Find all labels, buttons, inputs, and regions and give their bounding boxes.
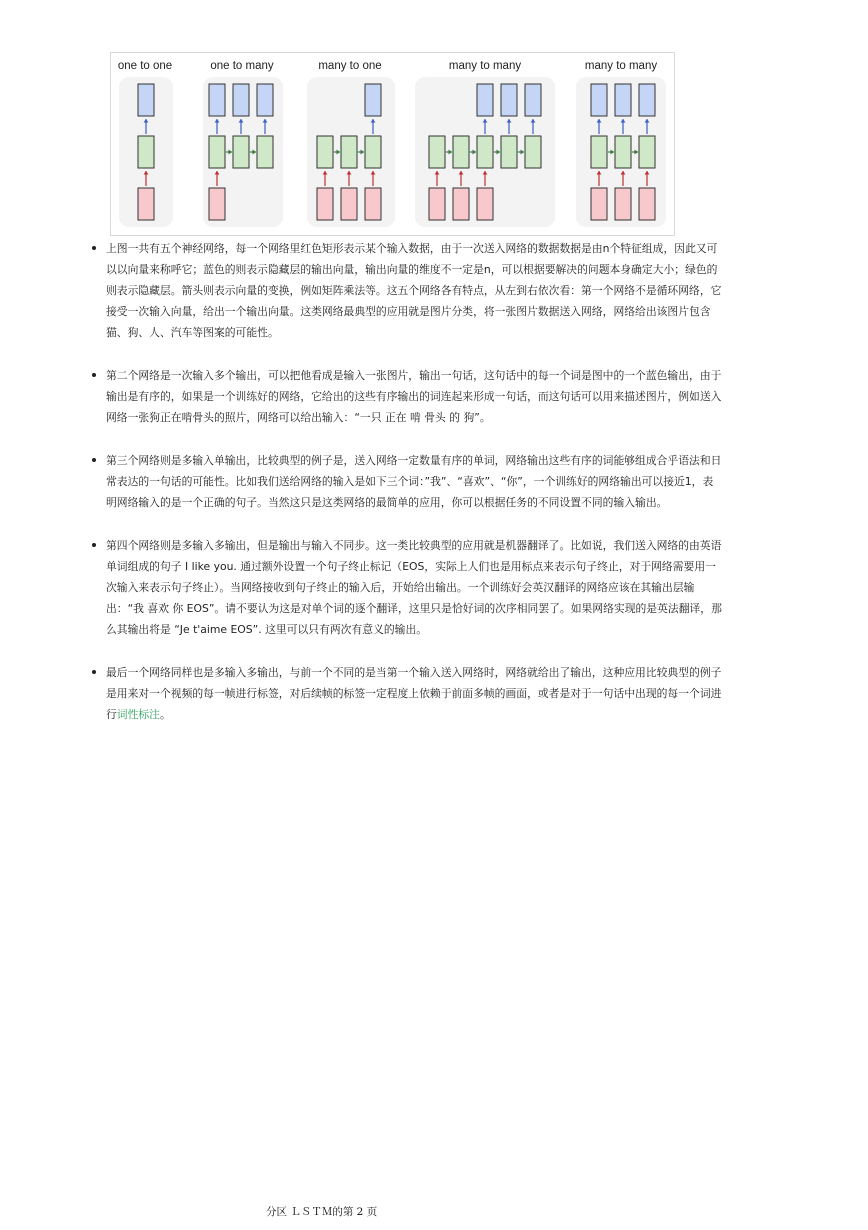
bullet-3-text: 第三个网络则是多输入单输出，比较典型的例子是，送入网络一定数量有序的单词，网络输出这些有序的词能够组成合乎语法和日常表达的一句话的可能性。比如我们送给网络的输入是如下三个词：”我”、“喜欢”、“你”，一个训练好的网络输出可以接近1，表明网络输入的是一个正确的句子。当然这只是这类网络的最简单的应用，你可以根据任务的不同设置不同的输入输出。	[106, 454, 722, 509]
input-box	[477, 188, 493, 220]
bullet-list	[92, 238, 722, 747]
hidden-state-box	[477, 136, 493, 168]
rnn-diagram-svg	[111, 53, 674, 235]
input-box	[317, 188, 333, 220]
output-box	[615, 84, 631, 116]
hidden-state-box	[317, 136, 333, 168]
input-box	[453, 188, 469, 220]
bullet-1-text: 上图一共有五个神经网络，每一个网络里红色矩形表示某个输入数据，由于一次送入网络的数据数据是由n个特征组成，因此又可以以向量来称呼它；蓝色的则表示隐藏层的输出向量，输出向量的维度不一定是n，可以根据要解决的问题本身确定大小；绿色的则表示隐藏层。箭头则表示向量的变换，例如矩阵乘法等。这五个网络各有特点，从左到右依次看：第一个网络不是循环网络，它接受一次输入向量，给出一个输出向量。这类网络最典型的应用就是图片分类，将一张图片数据送入网络，网络给出该图片包含猫、狗、人、汽车等图案的可能性。	[106, 242, 722, 339]
output-box	[501, 84, 517, 116]
bullet-5-text: 最后一个网络同样也是多输入多输出，与前一个不同的是当第一个输入送入网络时，网络就给出了输出，这种应用比较典型的例子是用来对一个视频的每一帧进行标签，对后续帧的标签一定程度上依赖于前面多帧的画面，或者是对于一句话中出现的每一个词进行	[106, 666, 722, 721]
bullet-5-tail: 。	[159, 708, 171, 721]
pos-tagging-link[interactable]: 词性标注	[116, 708, 160, 721]
bullet-2-text: 第二个网络是一次输入多个输出，可以把他看成是输入一张图片，输出一句话，这句话中的每一个词是图中的一个蓝色输出，由于输出是有序的，如果是一个训练好的网络，它给出的这些有序输出的词连起来形成一句话，而这句话可以用来描述图片，例如送入网络一张狗正在啃骨头的照片，网络可以给出输入：“一只 正在 啃 骨头 的 狗”。	[106, 369, 722, 424]
hidden-state-box	[639, 136, 655, 168]
output-box	[209, 84, 225, 116]
output-box	[233, 84, 249, 116]
hidden-state-box	[365, 136, 381, 168]
hidden-state-box	[525, 136, 541, 168]
hidden-state-box	[209, 136, 225, 168]
bullet-2	[92, 365, 722, 428]
bullet-4	[92, 535, 722, 640]
panel-label: many to many	[584, 60, 658, 72]
input-box	[639, 188, 655, 220]
input-box	[341, 188, 357, 220]
input-box	[209, 188, 225, 220]
hidden-state-box	[591, 136, 607, 168]
panel-label: many to many	[448, 60, 522, 72]
output-box	[138, 84, 154, 116]
output-box	[591, 84, 607, 116]
hidden-state-box	[453, 136, 469, 168]
panel-label: one to many	[210, 60, 274, 72]
output-box	[257, 84, 273, 116]
bullet-1	[92, 238, 722, 343]
bullet-5	[92, 662, 722, 725]
hidden-state-box	[341, 136, 357, 168]
hidden-state-box	[615, 136, 631, 168]
output-box	[477, 84, 493, 116]
rnn-diagram	[110, 52, 675, 236]
input-box	[365, 188, 381, 220]
page-footer: 分区 ＬＳＴＭ的第 2 页	[266, 1206, 378, 1218]
hidden-state-box	[233, 136, 249, 168]
output-box	[365, 84, 381, 116]
input-box	[591, 188, 607, 220]
bullet-3	[92, 450, 722, 513]
input-box	[615, 188, 631, 220]
output-box	[639, 84, 655, 116]
output-box	[525, 84, 541, 116]
bullet-4-text: 第四个网络则是多输入多输出，但是输出与输入不同步。这一类比较典型的应用就是机器翻译了。比如说，我们送入网络的由英语单词组成的句子 I like you. 通过额外设置一个句子终止标记（EOS，实际上人们也是用标点来表示句子终止，对于网络需要用一次输入来表示句子终止）。当网络接收到句子终止的输入后，开始给出输出。一个训练好会英汉翻译的网络应该在其输出层输出：“我 喜欢 你 EOS”。请不要认为这是对单个词的逐个翻译，这里只是恰好词的次序相同罢了。如果网络实现的是英法翻译，那么其输出将是 “Je t'aime EOS”. 这里可以只有两次有意义的输出。	[106, 539, 722, 636]
panel-label: one to one	[117, 60, 173, 72]
input-box	[138, 188, 154, 220]
panel-label: many to one	[318, 60, 382, 72]
input-box	[429, 188, 445, 220]
hidden-state-box	[257, 136, 273, 168]
hidden-state-box	[429, 136, 445, 168]
hidden-state-box	[138, 136, 154, 168]
hidden-state-box	[501, 136, 517, 168]
